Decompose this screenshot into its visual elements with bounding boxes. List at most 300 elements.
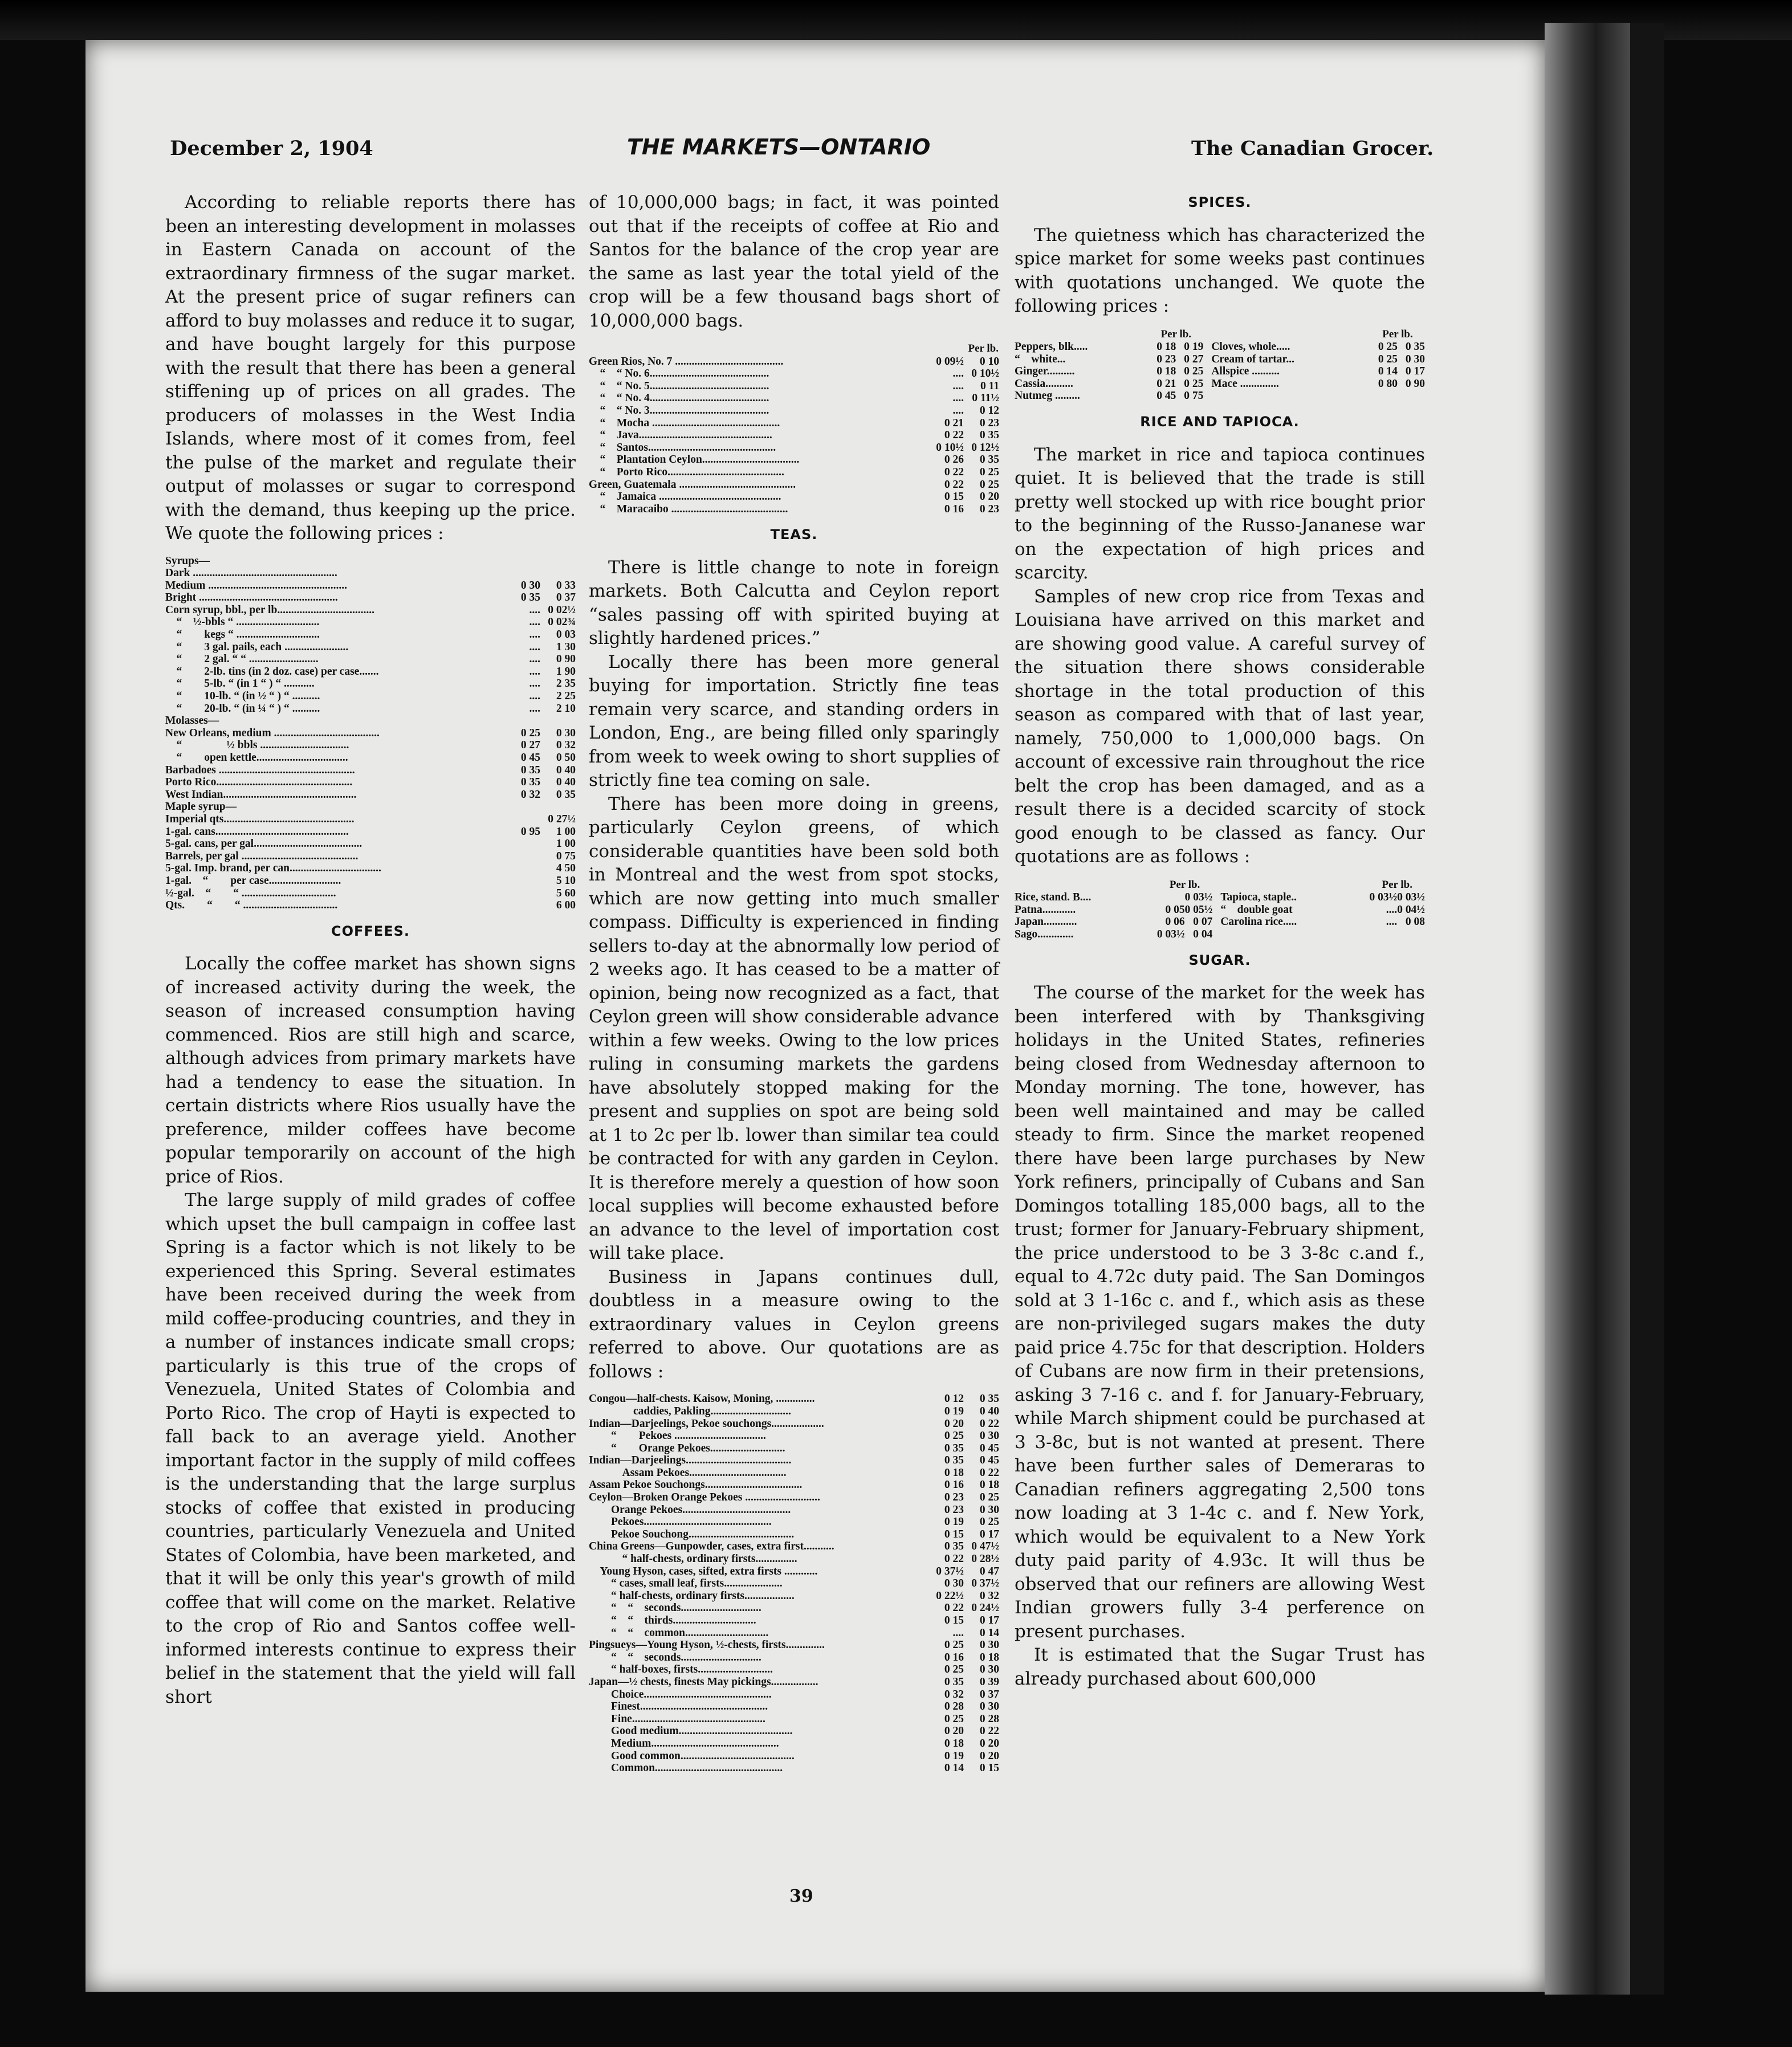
price-value: 0 30 <box>1405 353 1425 365</box>
item-label: “ Pekoes ................................. <box>589 1430 766 1442</box>
price-value: 0 40 <box>556 764 576 776</box>
price-value: 2 25 <box>556 690 576 703</box>
price-row <box>165 813 576 826</box>
price-row <box>589 1504 999 1516</box>
price-row <box>165 604 576 617</box>
price-value <box>507 850 540 863</box>
price-row <box>589 1516 999 1528</box>
price-value: .... <box>952 380 964 392</box>
item-label: Porto Rico................................................. <box>165 776 353 789</box>
price-row <box>165 801 576 813</box>
price-row <box>1015 378 1425 390</box>
item-label: Good common......................................... <box>589 1750 795 1762</box>
price-value <box>1370 928 1398 941</box>
price-value: 0 50 <box>556 752 576 764</box>
item-label: Imperial qts............................................... <box>165 813 355 825</box>
item-label: Barbadoes ................................................. <box>165 764 355 776</box>
price-row <box>165 764 576 777</box>
price-value: .... <box>529 653 540 666</box>
price-row <box>165 727 576 740</box>
price-value: 0 32 <box>979 1589 999 1602</box>
price-value: 0 23 <box>944 1503 964 1516</box>
price-value: .... <box>529 665 540 678</box>
price-row <box>589 405 999 417</box>
price-row <box>165 887 576 900</box>
price-value: 0 16 <box>944 1479 964 1491</box>
item-label: Mace .............. <box>1211 377 1279 390</box>
price-value: 0 12½ <box>971 441 999 454</box>
teas-heading: TEAS. <box>770 527 818 543</box>
price-value: 0 24½ <box>971 1602 999 1614</box>
price-row <box>589 1442 999 1455</box>
price-row <box>589 1676 999 1689</box>
item-label: “ kegs “ .............................. <box>165 629 320 641</box>
price-value: 0 30 <box>944 1577 964 1590</box>
item-label: “ ½-bbls “ .............................. <box>165 616 320 629</box>
price-row <box>1015 904 1425 916</box>
price-value: .... <box>952 1626 964 1639</box>
price-value: 5 10 <box>556 874 576 887</box>
item-label: Carolina rice..... <box>1220 916 1297 928</box>
item-label: Cloves, whole..... <box>1211 341 1290 353</box>
item-label: “ “ No. 5........................................... <box>589 380 769 392</box>
teas-paragraph-4: Business in Japans continues dull, doubtless in a measure owing to the extraordinary values in Ceylon greens referred to above. Our quotations are as follows : <box>589 1266 999 1382</box>
price-value: 0 06 <box>1165 916 1185 928</box>
price-value: 0 40 <box>556 776 576 789</box>
spices-heading: SPICES. <box>1188 194 1252 210</box>
price-value <box>507 875 540 887</box>
item-label: Cream of tartar... <box>1211 353 1294 365</box>
price-value: 0 22 <box>944 478 964 491</box>
issue-date: December 2, 1904 <box>170 137 373 160</box>
price-value: 0 25 <box>1184 365 1204 378</box>
item-label: “ 10-lb. “ (in ½ “ ) “ .......... <box>165 690 320 703</box>
price-row <box>589 1663 999 1676</box>
price-value: 0 22 <box>944 466 964 478</box>
price-value: 0 21 <box>944 417 964 429</box>
item-label: New Orleans, medium ...................................... <box>165 727 380 739</box>
coffee-table-head: Per lb. <box>968 342 999 354</box>
item-label: Rice, stand. B.... <box>1015 891 1092 904</box>
price-value: 0 18 <box>1156 365 1176 378</box>
price-value: 0 35 <box>979 454 999 466</box>
item-label: “ Java................................................ <box>589 429 772 442</box>
price-value <box>540 801 576 813</box>
price-row <box>165 838 576 850</box>
price-row <box>589 1701 999 1713</box>
price-row <box>589 1454 999 1467</box>
teas-paragraph-1: There is little change to note in foreign markets. Both Calcutta and Ceylon report “sales passing off with spirited buying at slightly hardened prices.” <box>589 557 999 649</box>
price-value: 0 95 <box>520 825 540 838</box>
price-value: 0 22 <box>979 1466 999 1479</box>
price-value: 0 45 <box>1156 390 1176 402</box>
price-value: 0 37 <box>556 592 576 604</box>
price-value <box>507 838 540 850</box>
price-row <box>165 875 576 887</box>
price-value: 0 07 <box>1193 916 1213 928</box>
item-label: Corn syrup, bbl., per lb................................... <box>165 604 374 616</box>
price-value: .... <box>952 392 964 405</box>
price-row <box>1015 353 1425 366</box>
price-row <box>589 1639 999 1652</box>
price-row <box>165 739 576 752</box>
price-value: 0 45 <box>979 1442 999 1454</box>
item-label: “ 2 gal. “ “ ......................... <box>165 653 319 666</box>
price-value: 0 15 <box>944 1528 964 1540</box>
item-label: Ginger.......... <box>1015 365 1075 378</box>
item-label: Good medium......................................... <box>589 1725 793 1738</box>
page-header <box>0 91 1545 160</box>
price-value <box>1398 390 1425 402</box>
item-label: Cassia.......... <box>1015 377 1073 390</box>
coffees-heading: COFFEES. <box>331 923 410 939</box>
green-coffee-price-table <box>589 342 999 515</box>
price-row <box>1015 928 1425 941</box>
price-value: .... <box>529 702 540 715</box>
price-value: 0 03 <box>556 629 576 641</box>
price-value: 1 00 <box>556 838 576 850</box>
price-value: 0 80 <box>1378 377 1398 390</box>
price-value: 0 25 <box>944 1430 964 1442</box>
item-label: Congou—half-chests. Kaisow, Moning, .............. <box>589 1393 815 1405</box>
item-label: 5-gal. Imp. brand, per can................................. <box>165 862 381 875</box>
price-value: 0 30 <box>520 579 540 592</box>
price-value: 0 40 <box>979 1405 999 1417</box>
item-label: “ Plantation Ceylon................................... <box>589 454 800 466</box>
price-row <box>589 1725 999 1738</box>
sugar-paragraph-2: It is estimated that the Sugar Trust has already purchased about 600,000 <box>1015 1645 1425 1689</box>
price-value: 0 25 <box>979 466 999 478</box>
price-value: 0 19 <box>944 1405 964 1417</box>
price-value: 0 20 <box>979 1737 999 1750</box>
item-label: Young Hyson, cases, sifted, extra firsts ............ <box>589 1565 818 1577</box>
price-value: 0 16 <box>944 1651 964 1663</box>
price-value <box>507 813 540 826</box>
price-value: 0 18 <box>979 1479 999 1491</box>
item-label: Ceylon—Broken Orange Pekoes ........................... <box>589 1491 820 1504</box>
item-label: “ Jamaica ............................................ <box>589 491 781 503</box>
price-row <box>165 789 576 801</box>
price-value: 0 18 <box>979 1651 999 1663</box>
item-label: West Indian................................................ <box>165 788 357 801</box>
price-value: 0 25 <box>1378 353 1398 365</box>
item-label: 5-gal. cans, per gal....................................... <box>165 838 363 850</box>
price-value: 0 35 <box>979 1393 999 1405</box>
price-value: 0 28 <box>944 1701 964 1713</box>
item-label: “ open kettle................................. <box>165 752 348 764</box>
price-value <box>1370 390 1398 402</box>
price-row <box>165 690 576 703</box>
price-value: 0 05 <box>1165 903 1185 916</box>
item-label: 1-gal. cans................................................ <box>165 825 349 838</box>
price-value: 0 14 <box>979 1626 999 1639</box>
price-value: .... <box>529 616 540 629</box>
price-value: 0 11½ <box>972 392 999 405</box>
price-value: 0 27 <box>1184 353 1204 365</box>
price-value: 0 35 <box>944 1442 964 1454</box>
price-row <box>165 678 576 690</box>
price-row <box>589 454 999 466</box>
item-label: Fine................................................ <box>589 1712 765 1725</box>
section-title: THE MARKETS—ONTARIO <box>627 134 931 160</box>
item-label: Patna............ <box>1015 903 1076 916</box>
price-row <box>589 1393 999 1405</box>
column-3 <box>1015 191 1425 1691</box>
item-label: Finest.............................................. <box>589 1701 768 1713</box>
rice-head-right: Per lb. <box>1382 878 1412 891</box>
column-2 <box>589 191 999 1783</box>
price-row <box>589 1577 999 1590</box>
price-row <box>589 1553 999 1565</box>
teas-paragraph-3: There has been more doing in greens, particularly Ceylon greens, of which considerable quantities have been sold both in Montreal and the west from spot stocks, which are now getting into much smaller compass. Difficulty is experienced in finding sellers to-day at the abnormally low period of 2 weeks ago. It has ceased to be a matter of opinion, being now recognized as a fact, that Ceylon green will show considerable advance within a few weeks. Owing to the low prices ruling in consuming markets the gardens have absolutely stopped making for the present and supplies on spot are being sold at 1 to 2c per lb. lower than similar tea could be contracted for with any garden in Ceylon. It is therefore merely a question of how soon local supplies will become exhausted before an advance to the level of importation cost will take place. <box>589 793 999 1264</box>
item-label: “ half-chests, ordinary firsts.................. <box>589 1589 795 1602</box>
item-label: Qts. “ “ .................................. <box>165 899 338 912</box>
price-value: 0 90 <box>1405 377 1425 390</box>
rice-price-table <box>1015 878 1425 941</box>
item-label: “ Orange Pekoes........................... <box>589 1442 785 1454</box>
price-row <box>589 1430 999 1442</box>
price-row <box>589 1738 999 1750</box>
price-value: 2 10 <box>556 702 576 715</box>
price-value: 4 50 <box>556 862 576 875</box>
price-value: 0 14 <box>1378 365 1398 378</box>
spices-paragraph: The quietness which has characterized the spice market for some weeks past continues with quotations unchanged. We quote the following prices : <box>1015 225 1425 316</box>
price-value: 0 25 <box>979 478 999 491</box>
item-label: Medium.............................................. <box>589 1737 779 1750</box>
price-value: 1 90 <box>556 665 576 678</box>
item-label: Molasses— <box>165 715 219 727</box>
price-value <box>540 567 576 580</box>
price-value: .... <box>529 641 540 653</box>
item-label: 1-gal. “ per case.......................... <box>165 874 341 887</box>
price-value: 0 09½ <box>936 355 964 368</box>
price-row <box>165 862 576 875</box>
item-label: ½-gal. “ “ .................................. <box>165 887 336 899</box>
price-value: 0 19 <box>944 1516 964 1528</box>
item-label: “ half-chests, ordinary firsts............... <box>589 1553 797 1565</box>
price-row <box>589 1750 999 1763</box>
price-row <box>589 1540 999 1553</box>
price-value: 0 05½ <box>1184 903 1213 916</box>
item-label: China Greens—Gunpowder, cases, extra first........... <box>589 1540 834 1553</box>
item-label: Choice.............................................. <box>589 1688 772 1701</box>
price-value: 0 75 <box>556 850 576 862</box>
price-row <box>589 1491 999 1504</box>
item-label: Tapioca, staple.. <box>1220 891 1297 904</box>
price-row <box>165 616 576 629</box>
price-value: 0 02½ <box>548 604 576 616</box>
item-label: Japan............ <box>1015 916 1077 928</box>
price-value: 0 20 <box>944 1417 964 1430</box>
price-value: 0 37½ <box>971 1577 999 1590</box>
price-value <box>1397 928 1425 941</box>
price-value: 6 00 <box>556 899 576 912</box>
price-value: 0 03½ <box>1184 891 1213 904</box>
item-label: Pekoe Souchong...................................... <box>589 1528 795 1540</box>
price-value: 0 25 <box>520 727 540 739</box>
price-value: 0 15 <box>944 491 964 503</box>
item-label <box>1203 390 1370 402</box>
price-value: 0 25 <box>944 1639 964 1652</box>
price-value: 0 30 <box>979 1701 999 1713</box>
price-row <box>589 356 999 368</box>
price-value: 0 47½ <box>971 1540 999 1553</box>
item-label: Orange Pekoes....................................... <box>589 1503 791 1516</box>
price-value: 0 03½ <box>1156 928 1185 940</box>
price-value <box>507 862 540 875</box>
price-value: 0 30 <box>979 1503 999 1516</box>
price-row <box>589 1467 999 1479</box>
price-row <box>589 1614 999 1627</box>
price-value: 1 30 <box>556 641 576 653</box>
price-value: .... <box>529 629 540 641</box>
price-value: 0 10½ <box>971 368 999 380</box>
item-label: Assam Pekoes................................... <box>589 1466 787 1479</box>
price-row <box>589 380 999 393</box>
publication-name: The Canadian Grocer. <box>1191 137 1434 160</box>
price-value: 0 17 <box>1405 365 1425 378</box>
price-value: 0 19 <box>1184 341 1204 353</box>
price-value: 0 20 <box>979 1750 999 1762</box>
price-row <box>165 850 576 863</box>
item-label: Maple syrup— <box>165 801 237 813</box>
item-label: Sago............. <box>1015 928 1074 940</box>
scan-top-edge <box>0 0 1792 40</box>
item-label: Japan—½ chests, finests May pickings................. <box>589 1675 818 1688</box>
item-label: “ double goat <box>1220 903 1293 916</box>
price-value: 0 14 <box>944 1762 964 1775</box>
price-row <box>165 703 576 715</box>
price-row <box>589 1627 999 1640</box>
rice-paragraph-1: The market in rice and tapioca continues quiet. It is believed that the trade is still pretty well stocked up with rice bought prior to the beginning of the Russo-Jananese war on the expectation of high prices and scarcity. <box>1015 444 1425 584</box>
price-value: 0 22 <box>944 1553 964 1565</box>
syrups-molasses-price-table <box>165 555 576 912</box>
price-value <box>507 887 540 900</box>
teas-paragraph-2: Locally there has been more general buying for importation. Strictly fine teas remain very scarce, and standing orders in London, Eng., are being filled only sparingly from week to week owing to short supplies of strictly fine tea coming on sale. <box>589 651 999 791</box>
item-label: “ Maracaibo .......................................... <box>589 503 788 515</box>
item-label: “ 2-lb. tins (in 2 doz. case) per case....... <box>165 665 379 678</box>
price-row <box>589 1405 999 1418</box>
item-label: Bright .................................................. <box>165 592 338 604</box>
price-value: 0 35 <box>520 592 540 604</box>
price-value: 0 28 <box>979 1712 999 1725</box>
price-value: 0 27 <box>520 739 540 752</box>
price-value: 0 23 <box>979 417 999 429</box>
price-value: .... <box>1386 903 1398 916</box>
price-value: 0 25 <box>1378 341 1398 353</box>
scan-right-edge <box>1630 23 1664 1995</box>
price-row <box>165 567 576 580</box>
price-value: 0 02¾ <box>548 616 576 629</box>
price-row <box>165 592 576 604</box>
price-value: 0 17 <box>979 1528 999 1540</box>
price-value: 0 26 <box>944 454 964 466</box>
price-value: 0 25 <box>944 1663 964 1676</box>
price-value <box>540 555 576 568</box>
price-value: 5 60 <box>556 887 576 899</box>
price-value: 0 19 <box>944 1750 964 1762</box>
price-row <box>1015 891 1425 904</box>
price-row <box>165 555 576 568</box>
price-value: 2 35 <box>556 678 576 690</box>
price-value: 0 47 <box>979 1565 999 1577</box>
price-row <box>165 666 576 678</box>
price-value <box>1157 891 1185 904</box>
price-row <box>589 1479 999 1491</box>
price-row <box>589 429 999 442</box>
price-value: 0 21 <box>1156 377 1176 390</box>
price-row <box>165 653 576 666</box>
price-row <box>589 1652 999 1664</box>
price-row <box>1015 390 1425 402</box>
price-row <box>1015 365 1425 378</box>
price-value <box>507 715 540 727</box>
item-label: “ “ seconds............................. <box>589 1651 761 1663</box>
sugar-heading: SUGAR. <box>1188 952 1251 968</box>
price-row <box>589 1602 999 1614</box>
price-value <box>540 715 576 727</box>
price-value: 0 35 <box>556 788 576 801</box>
price-value <box>507 555 540 568</box>
price-value: 0 30 <box>979 1639 999 1652</box>
price-value: 0 10 <box>979 355 999 368</box>
price-value: 0 27½ <box>548 813 576 825</box>
price-value: .... <box>529 604 540 616</box>
spice-head-left: Per lb. <box>1160 328 1192 340</box>
price-value: 0 22½ <box>936 1589 964 1602</box>
price-value: 0 35 <box>1405 341 1425 353</box>
price-value: 0 15 <box>944 1614 964 1626</box>
item-label: “ “ No. 4........................................... <box>589 392 769 405</box>
coffee-continued-paragraph: of 10,000,000 bags; in fact, it was pointed out that if the receipts of coffee at Rio and Santos for the balance of the crop year are the same as last year the total yield of the crop will be a few thousand bags short of 10,000,000 bags. <box>589 192 999 331</box>
price-value: 0 25 <box>979 1516 999 1528</box>
item-label: “ 20-lb. “ (in ¼ “ ) “ .......... <box>165 702 320 715</box>
price-row <box>589 417 999 430</box>
spice-price-table <box>1015 328 1425 403</box>
price-value: 0 35 <box>944 1454 964 1467</box>
price-row <box>165 641 576 654</box>
price-row <box>165 580 576 592</box>
molasses-paragraph: According to reliable reports there has been an interesting development in molasses in Eastern Canada on account of the extraordinary firmness of the sugar market. At the present price of sugar refiners can afford to buy molasses and reduce it to sugar, and have bought largely for this purpose with the result that there has been a general stiffening up of prices on all grades. The producers of molasses in the West India Islands, where most of it comes from, feel the pulse of the market and regulate their output of molasses or sugar to correspond with the demand, thus keeping up the price. We quote the following prices : <box>165 192 576 544</box>
price-value: 0 12 <box>979 404 999 417</box>
price-row <box>589 1689 999 1701</box>
book-spine <box>1545 23 1630 1995</box>
price-row <box>589 1418 999 1430</box>
price-value: 0 33 <box>556 579 576 592</box>
price-value: 0 03½ <box>1397 891 1425 904</box>
price-value: 0 35 <box>944 1540 964 1553</box>
price-value: 0 90 <box>556 653 576 666</box>
price-value: 0 30 <box>556 727 576 739</box>
price-row <box>589 1528 999 1541</box>
price-value: 0 17 <box>979 1614 999 1626</box>
price-value: 0 25 <box>944 1712 964 1725</box>
item-label: Nutmeg ......... <box>1015 390 1080 402</box>
item-label: “ half-boxes, firsts........................... <box>589 1663 773 1676</box>
price-value: 0 35 <box>520 776 540 789</box>
price-row <box>1015 341 1425 353</box>
coffee-paragraph-2: The large supply of mild grades of coffee which upset the bull campaign in coffee last Spring is a factor which is not likely to be experienced this Spring. Several estimates have been received during the week from mild coffee-producing countries, and they in a number of instances indicate small crops; particularly is this true of the crops of Venezuela, United States of Colombia and Porto Rico. The crop of Hayti is expected to fall back to an average yield. Another important factor in the supply of mild coffees is the understanding that the large surplus stocks of coffee that existed in producing countries, particularly Venezuela and United States of Colombia, have been marketed, and that it will be only this year's growth of mild coffee that will come on the market. Relative to the crop of Rio and Santos coffee well-informed interests continue to express their belief in the statement that the yield will fall short <box>165 1190 576 1707</box>
coffee-paragraph-1: Locally the coffee market has shown signs of increased activity during the week, the season of increased consumption having commenced. Rios are still high and scarce, although advices from primary markets have had a tendency to ease the situation. In certain districts where Rios usually have the preference, milder coffees have become popular temporarily on account of the high price of Rios. <box>165 953 576 1187</box>
rice-paragraph-2: Samples of new crop rice from Texas and Louisiana have arrived on this market and are showing good value. A careful survey of the situation there shows considerable shortage in the total production of this season as compared with that of last year, namely, 750,000 to 1,000,000 bags. On account of excessive rain throughout the rice belt the crop has been damaged, and as a result there is a decided scarcity of stock good enough to be classed as fancy. Our quotations are as follows : <box>1015 586 1425 867</box>
price-value: 0 45 <box>520 752 540 764</box>
price-row <box>165 629 576 641</box>
item-label: “ “ No. 6........................................... <box>589 368 769 380</box>
price-value: 0 22 <box>979 1725 999 1738</box>
price-row <box>165 899 576 912</box>
price-row <box>589 1565 999 1578</box>
price-row <box>589 392 999 405</box>
